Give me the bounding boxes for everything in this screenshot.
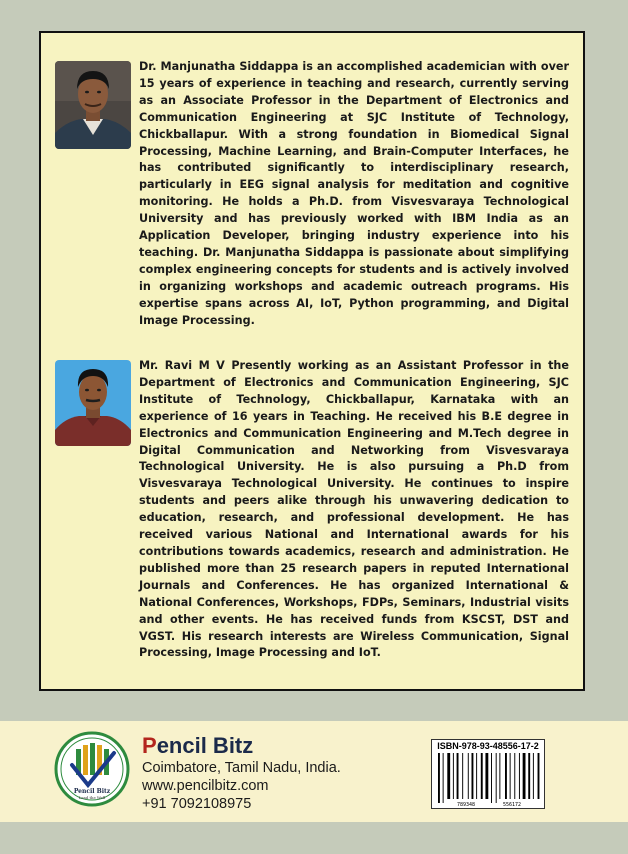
barcode-right-digits: 556172	[502, 802, 522, 807]
publisher-name-initial: P	[142, 733, 157, 758]
author-bio-panel	[39, 31, 585, 691]
author-photo-manjunatha-icon	[55, 61, 131, 149]
logo-tagline: Lead the Well	[78, 795, 106, 800]
publisher-name	[142, 733, 341, 759]
publisher-footer	[0, 721, 628, 822]
barcode-icon	[436, 753, 540, 807]
pencil-bitz-logo-icon	[54, 731, 130, 807]
publisher-info	[142, 733, 341, 813]
barcode-left-digits: 789348	[456, 802, 476, 807]
publisher-website[interactable]: www.pencilbitz.com	[142, 778, 269, 794]
author-photo-ravi-icon	[55, 360, 131, 446]
publisher-phone: +91 7092108975	[142, 796, 252, 812]
logo-text: Pencil Bitz	[73, 788, 111, 795]
bio-text-manjunatha: Dr. Manjunatha Siddappa is an accomplished academician with over 15 years of experience in teaching and research, currently serving as an Associate Professor in the Department of Electronics and Communication Engineering at SJC Institute of Technology, Chickballapur. With a strong foundation in Biomedical Signal Processing, Machine Learning, and Brain-Computer Interfaces, he has contributed significantly to interdisciplinary research, particularly in EEG signal analysis for meditation and cognitive monitoring. He holds a Ph.D. from Visvesvaraya Technological University and has previously worked with IBM India as an Application Developer, bringing industry experience into his teaching. Dr. Manjunatha Siddappa is passionate about simplifying complex engineering concepts for students and is actively involved in organizing workshops and academic outreach programs. His expertise spans across AI, IoT, Python programming, and Digital Image Processing.	[139, 60, 569, 327]
publisher-location: Coimbatore, Tamil Nadu, India.	[142, 760, 341, 776]
bio-text-ravi: Mr. Ravi M V Presently working as an Assistant Professor in the Department of Electronics and Communication Engineering, SJC Institute of Technology, Chickballapur, Karnataka with an experience of 16 years in Teaching. He received his B.E degree in Electronics and Communication Engineering and M.Tech degree in Digital Communication and Networking from Visvesvaraya Technological University. He is also pursuing a Ph.D from Visvesvaraya Technological University. He continues to inspire students and peers alike through his unwavering dedication to education, research, and professional development. He has received various National and International awards for his contributions towards academics, research and administration. He published more than 25 research papers in reputed International Journals and Conferences. He has organized International & National Conferences, Workshops, FDPs, Seminars, Industrial visits and other events. He has received funds from KSCST, DST and VGST. His research interests are Wireless Communication, Signal Processing, Image Processing and IoT.	[139, 359, 569, 660]
isbn-label: ISBN-978-93-48556-17-2	[437, 741, 539, 751]
isbn-barcode	[431, 739, 545, 809]
publisher-name-rest: encil Bitz	[156, 733, 254, 758]
